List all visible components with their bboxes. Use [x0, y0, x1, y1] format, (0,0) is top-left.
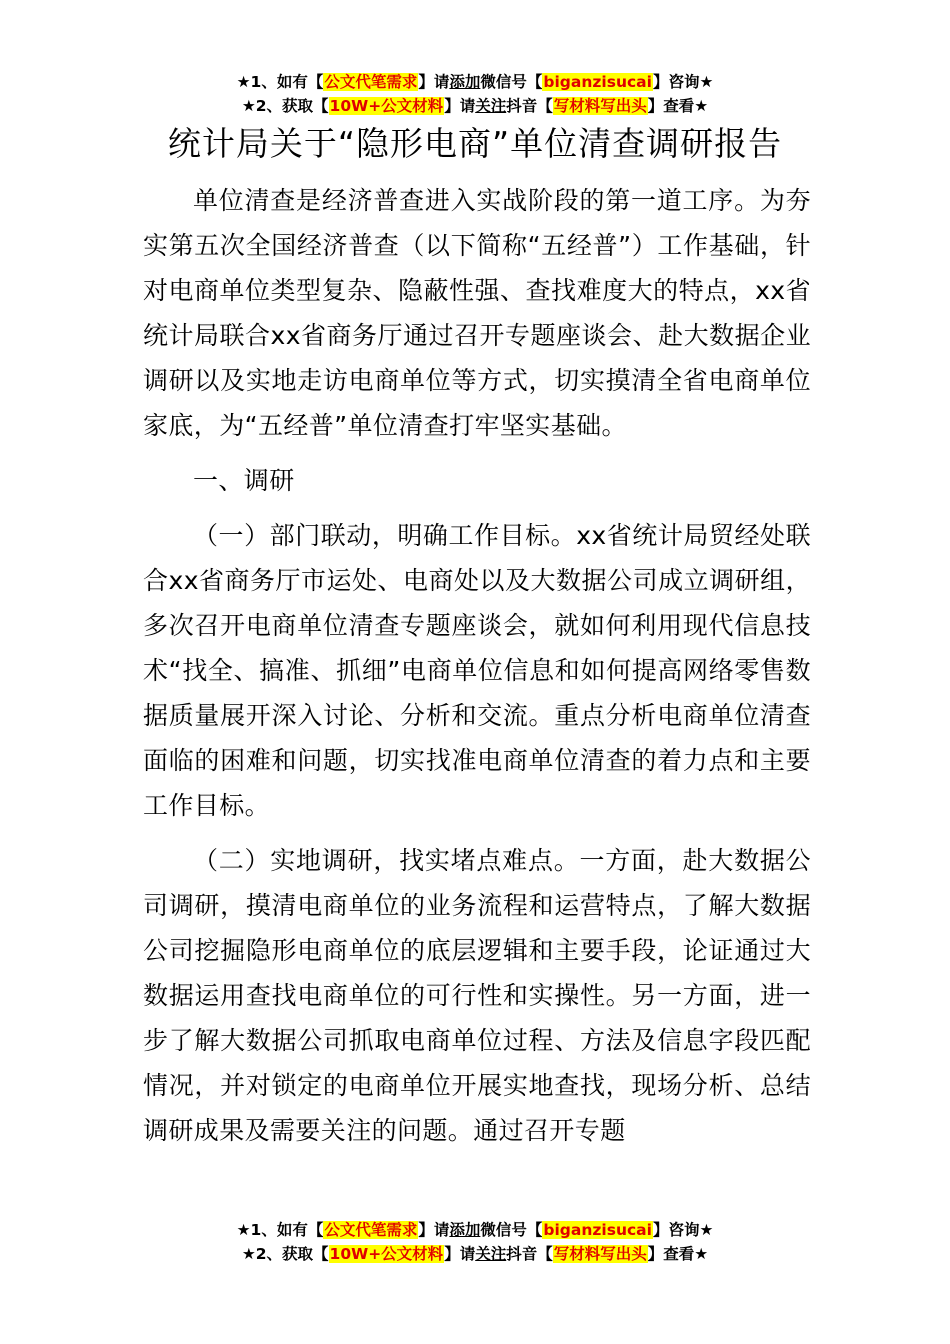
intro-paragraph: 单位清查是经济普查进入实战阶段的第一道工序。为夯实第五次全国经济普查（以下简称“五经普”）工作基础，针对电商单位类型复杂、隐蔽性强、查找难度大的特点，xx省统计局联合xx省商务厅通过召开专题座谈会、赴大数据企业调研以及实地走访电商单位等方式，切实摸清全省电商单位家底，为“五经普”单位清查打牢坚实基础。: [143, 186, 811, 440]
promo-emphasis: 添加: [449, 1221, 481, 1239]
promo-highlight-materials: 10W+公文材料: [329, 1245, 444, 1263]
promo-text: 微信号【: [480, 1221, 543, 1239]
promo-text: 抖音【: [506, 97, 553, 115]
promo-text: ★2、获取【: [241, 97, 329, 115]
promo-text: 抖音【: [506, 1245, 553, 1263]
body-paragraph: （一）部门联动，明确工作目标。xx省统计局贸经处联合xx省商务厅市运处、电商处以及大数据公司成立调研组，多次召开电商单位清查专题座谈会，就如何利用现代信息技术“找全、搞准、抓细”电商单位信息和如何提高网络零售数据质量展开深入讨论、分析和交流。重点分析电商单位清查面临的困难和问题，切实找准电商单位清查的着力点和主要工作目标。: [143, 521, 811, 820]
promo-line-2: [0, 1242, 950, 1266]
promo-text: 】请: [418, 73, 450, 91]
promo-line-1: [0, 70, 950, 94]
promo-text: 】请: [444, 97, 476, 115]
promo-highlight-wechat: biganzisucai: [543, 73, 652, 91]
promo-text: 】请: [444, 1245, 476, 1263]
document-body: [143, 178, 811, 1153]
promo-emphasis: 关注: [475, 1245, 507, 1263]
promo-emphasis: 关注: [475, 97, 507, 115]
body-paragraph: （二）实地调研，找实堵点难点。一方面，赴大数据公司调研，摸清电商单位的业务流程和运营特点，了解大数据公司挖掘隐形电商单位的底层逻辑和主要手段，论证通过大数据运用查找电商单位的可行性和实操性。另一方面，进一步了解大数据公司抓取电商单位过程、方法及信息字段匹配情况，并对锁定的电商单位开展实地查找，现场分析、总结调研成果及需要关注的问题。通过召开专题: [143, 846, 811, 1145]
promo-highlight-douyin: 写材料写出头: [553, 1245, 647, 1263]
promo-banner-top: [0, 70, 950, 118]
promo-text: 】咨询★: [652, 1221, 714, 1239]
promo-text: 】请: [418, 1221, 450, 1239]
promo-line-1: [0, 1218, 950, 1242]
promo-text: 】咨询★: [652, 73, 714, 91]
promo-line-2: [0, 94, 950, 118]
promo-text: ★2、获取【: [241, 1245, 329, 1263]
promo-banner-bottom: [0, 1218, 950, 1266]
document-title: 统计局关于“隐形电商”单位清查调研报告: [167, 124, 783, 163]
promo-highlight-service: 公文代笔需求: [324, 1221, 418, 1239]
promo-text: 】查看★: [647, 1245, 709, 1263]
promo-text: ★1、如有【: [236, 73, 324, 91]
promo-highlight-wechat: biganzisucai: [543, 1221, 652, 1239]
section-heading: 一、调研: [193, 466, 295, 495]
promo-text: 微信号【: [480, 73, 543, 91]
promo-text: ★1、如有【: [236, 1221, 324, 1239]
promo-highlight-service: 公文代笔需求: [324, 73, 418, 91]
promo-highlight-douyin: 写材料写出头: [553, 97, 647, 115]
promo-highlight-materials: 10W+公文材料: [329, 97, 444, 115]
promo-emphasis: 添加: [449, 73, 481, 91]
promo-text: 】查看★: [647, 97, 709, 115]
